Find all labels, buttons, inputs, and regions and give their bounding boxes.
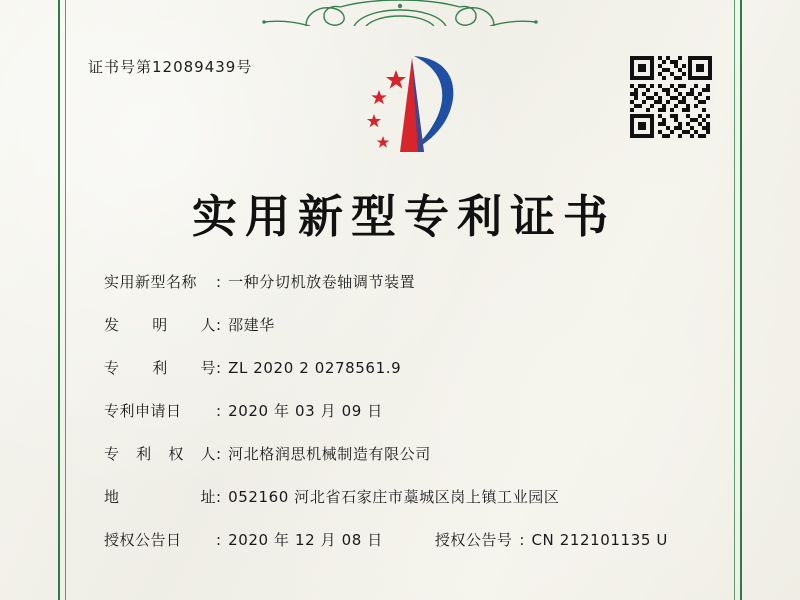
page-title: 实用新型专利证书	[191, 190, 616, 243]
field-grant-info	[104, 530, 710, 551]
field-value-inventor: 邵建华	[228, 316, 275, 334]
field-label-announcement-number: 授权公告号	[434, 531, 513, 549]
field-inventor	[104, 315, 710, 336]
field-value-patentee: 河北格润思机械制造有限公司	[228, 445, 431, 463]
field-value-grant-date: 2020 年 12 月 08 日	[228, 531, 383, 549]
field-patentee	[104, 444, 710, 465]
qr-code-icon	[628, 54, 714, 140]
label-char: 权	[168, 445, 184, 463]
label-char: 利	[152, 359, 168, 377]
cnipa-logo-icon	[352, 48, 472, 158]
field-value-announcement-number: CN 212101135 U	[531, 531, 668, 549]
field-colon: :	[519, 531, 525, 549]
top-ornament-band	[66, 0, 734, 26]
field-value-application-date: 2020 年 03 月 09 日	[228, 402, 383, 420]
label-char: 利	[136, 445, 152, 463]
field-value-patent-number: ZL 2020 2 0278561.9	[228, 359, 402, 377]
field-label	[104, 444, 216, 465]
field-address	[104, 487, 710, 508]
field-colon: :	[216, 488, 222, 506]
label-char: 明	[152, 316, 168, 334]
field-colon: :	[216, 402, 222, 420]
label-char: 专	[104, 359, 120, 377]
label-char: 人	[200, 445, 216, 463]
field-label: 实用新型名称	[104, 273, 198, 291]
field-patent-number	[104, 358, 710, 379]
field-label	[104, 315, 216, 336]
label-char: 址	[200, 488, 216, 506]
label-char: 地	[104, 488, 120, 506]
label-char: 号	[200, 359, 216, 377]
field-value-utility-model-name: 一种分切机放卷轴调节装置	[228, 273, 416, 291]
field-label: 专利申请日	[104, 402, 182, 420]
label-char: 发	[104, 316, 120, 334]
field-colon: :	[216, 445, 222, 463]
field-value-address: 052160 河北省石家庄市藁城区岗上镇工业园区	[228, 488, 560, 506]
field-label	[104, 358, 216, 379]
field-label-grant-date: 授权公告日	[104, 531, 182, 549]
field-colon: :	[216, 316, 222, 334]
field-label	[104, 487, 216, 508]
certificate-number: 证书号第12089439号	[88, 58, 253, 76]
certificate-fields	[104, 272, 710, 573]
field-colon: :	[216, 273, 222, 291]
field-colon: :	[216, 359, 222, 377]
field-utility-model-name	[104, 272, 710, 293]
field-application-date	[104, 401, 710, 422]
label-char: 专	[104, 445, 120, 463]
label-char: 人	[200, 316, 216, 334]
field-colon: :	[216, 531, 222, 549]
